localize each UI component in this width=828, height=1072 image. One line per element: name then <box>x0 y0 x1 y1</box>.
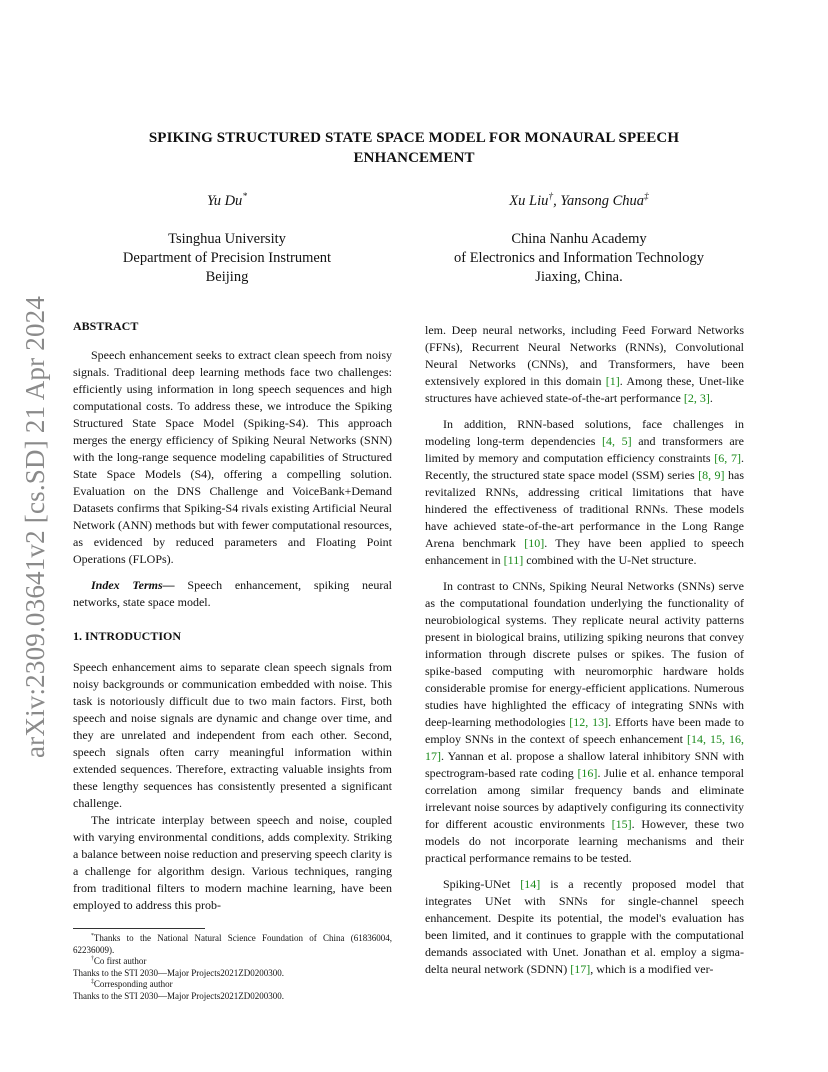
footnote-1: *Thanks to the National Natural Science Foundation of China (61836004, 62236009). <box>73 933 392 955</box>
citation: [2, 3] <box>683 391 710 405</box>
author-mark: * <box>242 192 248 203</box>
citation: [8, 9] <box>698 468 725 482</box>
footnote-2: †Co first author <box>91 956 147 966</box>
abstract-heading: ABSTRACT <box>73 319 139 333</box>
affiliation-line: Department of Precision Instrument <box>122 250 332 266</box>
footnote-rule <box>73 928 205 929</box>
body-paragraph: lem. Deep neural networks, including Feed Forward Networks (FFNs), Recurrent Neural Networks (RNNs), Convolutional Neural Networks (CNNs), and Transformers, have been extensively explored in this domain [1]. Among these, Unet-like structures have achieved state-of-the-art performance [2, 3]. <box>425 323 744 405</box>
paper-title <box>100 128 728 168</box>
footnote-4: ‡Corresponding author <box>91 979 173 989</box>
title-line-2: ENHANCEMENT <box>353 150 475 166</box>
index-terms: Index Terms— Speech enhancement, spiking neural networks, state space model. <box>73 578 392 609</box>
title-line-1: SPIKING STRUCTURED STATE SPACE MODEL FOR MONAURAL SPEECH <box>148 130 680 146</box>
citation: [4, 5] <box>602 434 632 448</box>
author-block-left <box>86 192 368 287</box>
author-name: Yu Du* <box>206 192 248 209</box>
affiliation-line: China Nanhu Academy <box>511 231 647 247</box>
intro-heading: 1. INTRODUCTION <box>73 629 182 643</box>
arxiv-sidebar <box>16 288 56 758</box>
arxiv-identifier: arXiv:2309.03641v2 [cs.SD] 21 Apr 2024 <box>20 295 50 758</box>
footnote-5: Thanks to the STI 2030—Major Projects2021ZD0200300. <box>73 990 284 1001</box>
citation: [16] <box>577 766 598 780</box>
author-names: Xu Liu†, Yansong Chua‡ <box>509 192 649 209</box>
left-column <box>73 318 392 1002</box>
affiliation-line: of Electronics and Information Technology <box>454 250 704 266</box>
citation: [6, 7] <box>714 451 741 465</box>
citation: [10] <box>524 536 545 550</box>
body-paragraph: In addition, RNN-based solutions, face challenges in modeling long-term dependencies [4, 5] and transformers are limited by memory and computation efficiency constraints [6, 7]. Recently, the structured state space model (SSM) series [8, 9] has revitalized RNNs, addressing critical limitations that have hindered the effectiveness of traditional RNNs. These models have achieved state-of-the-art performance in the Long Range Arena benchmark [10]. They have been applied to speech enhancement in [11] combined with the U-Net structure. <box>425 417 745 567</box>
citation: [12, 13] <box>569 715 609 729</box>
body-paragraph: In contrast to CNNs, Spiking Neural Networks (SNNs) serve as the computational foundation underlying the functionality of neurobiological systems. They replicate neural activity patterns present in biological brains, utilizing spiking neurons that convey information through discrete pulses or spikes. The fusion of spike-based computing with neuromorphic hardware holds considerable promise for energy-efficient applications. Numerous studies have highlighted the efficacy of integrating SNNs with deep-learning methodologies [12, 13]. Efforts have been made to employ SNNs in the context of speech enhancement [14, 15, 16, 17]. Yannan et al. propose a shallow lateral inhibitory SNN with spectrogram-based rate coding [16]. Julie et al. enhance temporal correlation among similar frequency bands and eliminate irrelevant noise sources by adaptively configuring its connectivity for different acoustic environments [15]. However, these two models do not incorporate learning mechanisms and their practical performance remains to be tested. <box>425 579 745 865</box>
citation: [11] <box>503 553 524 567</box>
abstract-text: Speech enhancement seeks to extract clean speech from noisy signals. Traditional deep learning methods face two challenges: efficiently using information in long speech sequences and high computational costs. To address these, we introduce the Spiking Structured State Space Model (Spiking-S4). This approach merges the energy efficiency of Spiking Neural Networks (SNN) with the long-range sequence modeling capabilities of Structured State Space Models (S4), offering a compelling solution. Evaluation on the DNS Challenge and VoiceBank+Demand Datasets confirms that Spiking-S4 rivals existing Artificial Neural Network (ANN) methods but with fewer computational resources, as evidenced by reduced parameters and Floating Point Operations (FLOPs). <box>73 348 392 566</box>
intro-paragraph-2: The intricate interplay between speech and noise, coupled with varying environmental conditions, adds complexity. Striking a balance between noise reduction and preserving speech clarity is a challenge for algorithm design. Various techniques, ranging from traditional filters to modern machine learning, have been employed to address this prob- <box>73 813 392 912</box>
author-block-right <box>416 192 742 287</box>
citation: [15] <box>611 817 632 831</box>
affiliation-line: Beijing <box>205 269 249 285</box>
citation: [14] <box>520 877 541 891</box>
footnote-3: Thanks to the STI 2030—Major Projects2021ZD0200300. <box>73 967 284 978</box>
citation: [14, 15, 16, 17] <box>425 732 744 763</box>
intro-paragraph-1: Speech enhancement aims to separate clean speech signals from noisy backgrounds or communication embedded with noise. This task is notoriously difficult due to two main factors. First, both speech and noise signals are dynamic and change over time, and they are unrelated and independent from each other. Second, speech signals often carry meaningful information within extended sequences. Therefore, extracting valuable insights from these lengthy sequences has consistently presented a significant challenge. <box>73 660 392 810</box>
citation: [1] <box>605 374 620 388</box>
affiliation-line: Tsinghua University <box>168 231 286 247</box>
right-column <box>425 322 744 978</box>
affiliation-line: Jiaxing, China. <box>535 269 623 285</box>
body-paragraph: Spiking-UNet [14] is a recently proposed model that integrates UNet with SNNs for single-channel speech enhancement. Despite its potential, the model's evaluation has been limited, and it continues to grapple with the computational demands associated with Unet. Jonathan et al. employ a sigma-delta neural network (SDNN) [17], which is a modified ver- <box>425 877 744 976</box>
citation: [17] <box>570 962 591 976</box>
